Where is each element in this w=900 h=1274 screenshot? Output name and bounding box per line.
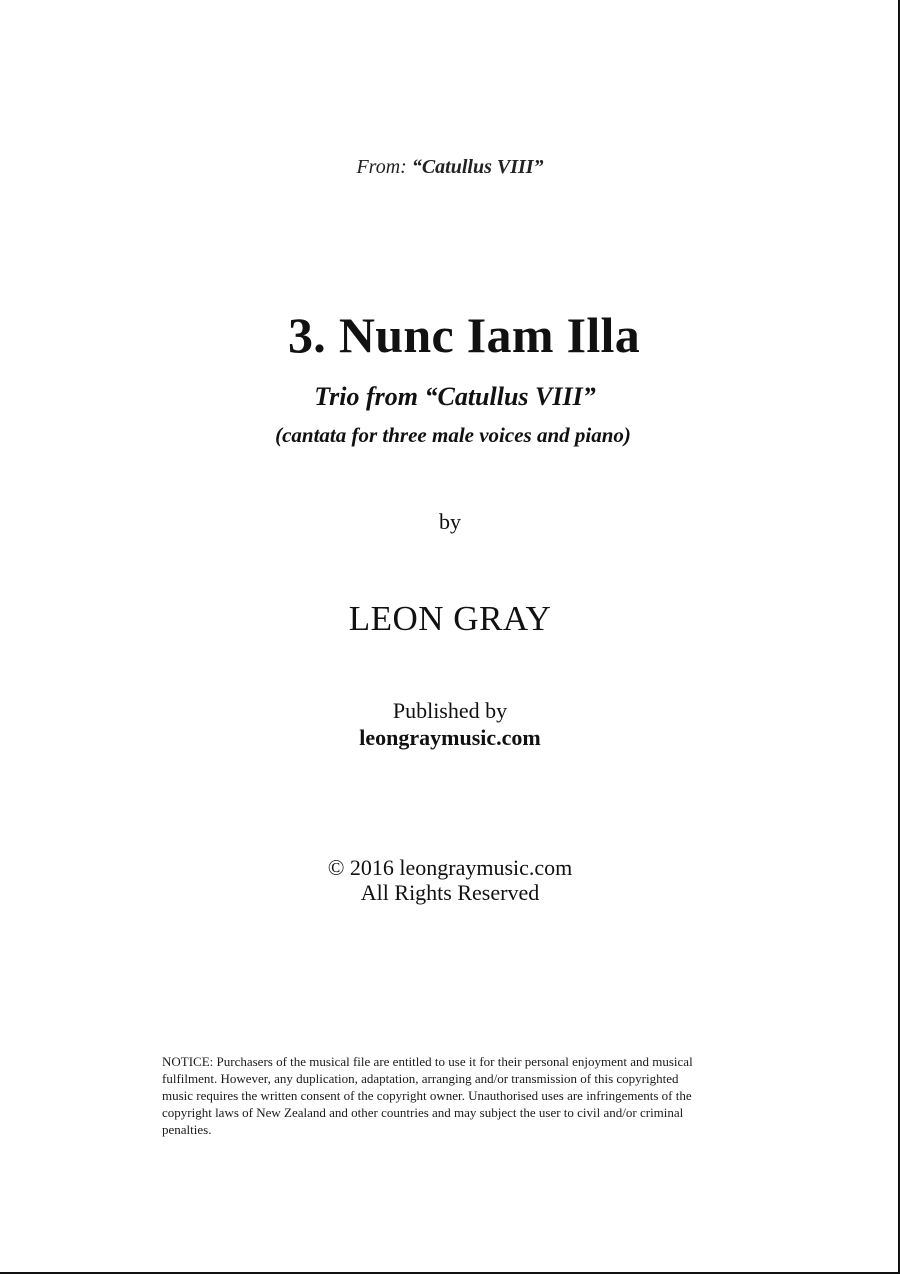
notice-line: copyright laws of New Zealand and other countries and may subject the user to civil and/or criminal bbox=[162, 1105, 684, 1120]
copyright-notice bbox=[162, 1053, 802, 1138]
notice-line: NOTICE: Purchasers of the musical file are entitled to use it for their personal enjoyment and musical bbox=[162, 1054, 693, 1069]
notice-line: fulfilment. However, any duplication, adaptation, arranging and/or transmission of this copyrighted bbox=[162, 1071, 679, 1086]
published-by-label: Published by bbox=[392, 698, 508, 723]
piece-subtitle: Trio from “Catullus VIII” bbox=[314, 382, 596, 411]
by-label: by bbox=[439, 509, 461, 534]
composer-name: LEON GRAY bbox=[348, 599, 552, 638]
notice-line: music requires the written consent of the copyright owner. Unauthorised uses are infringements of the bbox=[162, 1088, 692, 1103]
rights-reserved-line: All Rights Reserved bbox=[360, 880, 540, 905]
copyright-line: © 2016 leongraymusic.com bbox=[327, 855, 573, 880]
piece-scoring: (cantata for three male voices and piano) bbox=[275, 423, 631, 447]
source-work-title: “Catullus VIII” bbox=[411, 156, 544, 178]
piece-title: 3. Nunc Iam Illa bbox=[287, 307, 641, 363]
publisher-url: leongraymusic.com bbox=[359, 725, 541, 750]
from-prefix: From: bbox=[356, 156, 412, 178]
notice-line: penalties. bbox=[162, 1122, 212, 1137]
source-work-line bbox=[0, 156, 900, 179]
